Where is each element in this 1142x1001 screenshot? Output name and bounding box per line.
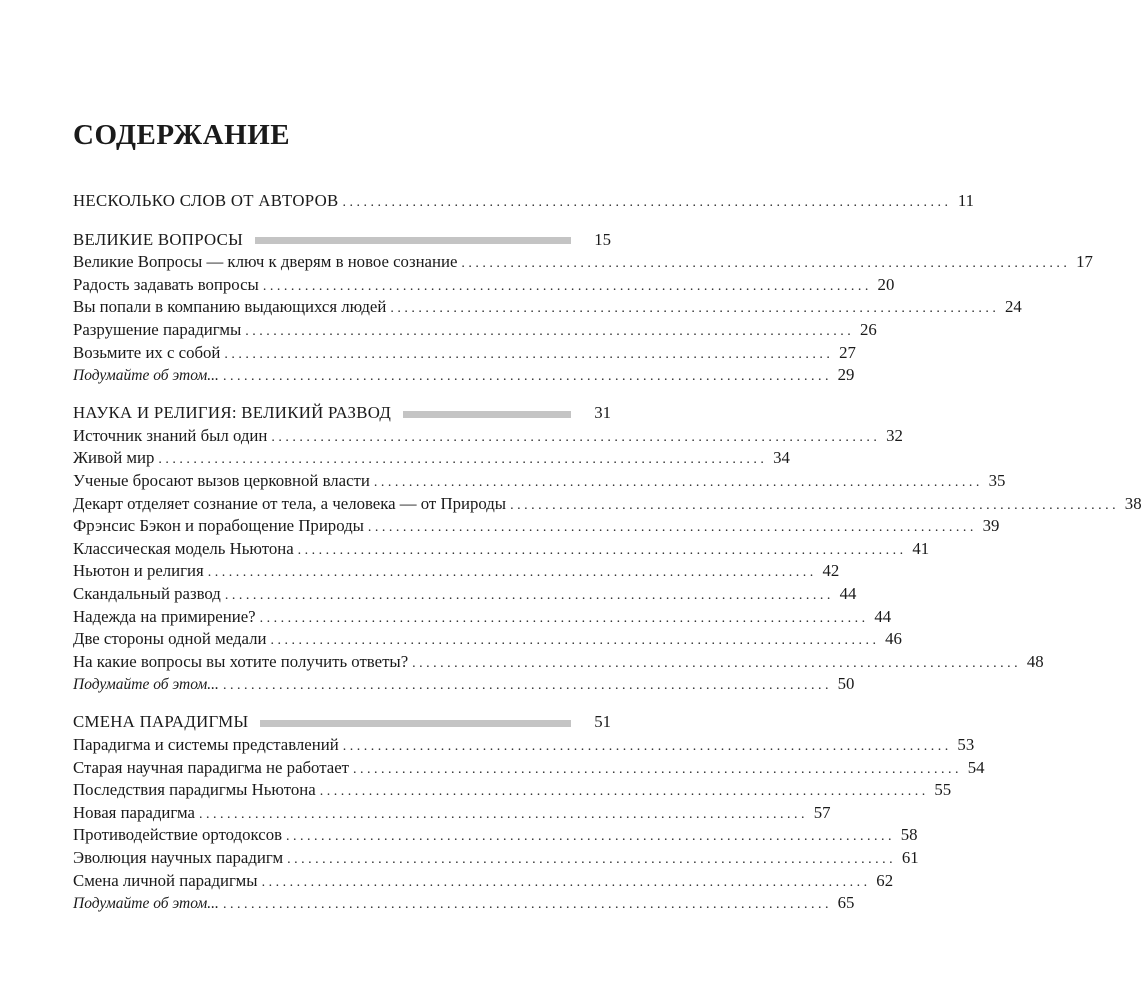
toc-entry[interactable] xyxy=(73,296,1022,319)
dot-leader xyxy=(368,517,974,540)
dot-leader xyxy=(510,495,1116,518)
toc-entry[interactable] xyxy=(73,425,903,448)
toc-entry-title: Разрушение парадигмы xyxy=(73,319,242,339)
dot-leader xyxy=(262,872,868,895)
toc-entry-page: 32 xyxy=(886,425,903,445)
dot-leader xyxy=(245,321,851,344)
toc-entry-title: Эволюция научных парадигм xyxy=(73,848,284,868)
section-divider-bar xyxy=(260,720,571,727)
toc-entry-title: Подумайте об этом... xyxy=(73,367,219,385)
toc-entry-page: 41 xyxy=(912,538,930,558)
dot-leader xyxy=(286,826,892,849)
toc-entry[interactable] xyxy=(73,734,975,757)
toc-entry-page: 24 xyxy=(1005,297,1022,317)
toc-section-heading[interactable] xyxy=(73,229,611,252)
toc-entry-italic[interactable] xyxy=(73,892,855,915)
dot-leader xyxy=(223,675,829,698)
toc-entry-title: Старая научная парадигма не работает xyxy=(73,757,349,777)
toc-entry[interactable] xyxy=(73,470,1006,493)
toc-entry-page: 44 xyxy=(874,606,892,626)
toc-entry-title: Радость задавать вопросы xyxy=(73,274,259,294)
dot-leader xyxy=(224,344,830,367)
toc-entry-title: Парадигма и системы представлений xyxy=(73,735,339,755)
toc-entry-page: 27 xyxy=(839,342,856,362)
toc-entry[interactable] xyxy=(73,870,894,893)
toc-entry[interactable] xyxy=(73,515,1000,538)
dot-leader xyxy=(343,192,949,215)
toc-entry-title: Последствия парадигмы Ньютона xyxy=(73,780,316,800)
toc-entry-title: Возьмите их с собой xyxy=(73,342,221,362)
toc-entry-page: 44 xyxy=(839,584,857,603)
section-divider-bar xyxy=(255,237,571,244)
toc-entry-italic[interactable] xyxy=(73,364,855,387)
toc-entry-title: Смена личной парадигмы xyxy=(73,870,258,890)
dot-leader xyxy=(208,562,814,585)
section-divider-bar xyxy=(403,411,571,418)
toc-entry[interactable] xyxy=(73,757,985,780)
toc-entry-page: 29 xyxy=(837,365,855,385)
dot-leader xyxy=(271,427,877,450)
toc-entry-title: Надежда на примирение? xyxy=(73,606,256,626)
toc-entry-title: Подумайте об этом... xyxy=(73,895,219,913)
toc-entry[interactable] xyxy=(73,583,857,606)
toc-preface-entry[interactable] xyxy=(73,190,975,213)
dot-leader xyxy=(412,653,1018,676)
toc-entry[interactable] xyxy=(73,447,790,470)
toc-entry-page: 55 xyxy=(934,780,952,800)
toc-entry-page: 50 xyxy=(837,674,855,694)
toc-entry[interactable] xyxy=(73,606,892,629)
toc-entry-title: Декарт отделяет сознание от тела, а человека — от Природы xyxy=(73,493,507,513)
section-page: 51 xyxy=(594,712,611,732)
toc-entry-title: Живой мир xyxy=(73,448,155,468)
toc-entry-title: НЕСКОЛЬКО СЛОВ ОТ АВТОРОВ xyxy=(73,191,339,210)
toc-entry-title: Противодействие ортодоксов xyxy=(73,825,283,845)
toc-entry-page: 57 xyxy=(813,802,831,822)
table-of-contents xyxy=(73,190,1142,915)
dot-leader xyxy=(320,781,926,804)
dot-leader xyxy=(287,849,893,872)
toc-entry-page: 26 xyxy=(860,319,877,339)
toc-entry[interactable] xyxy=(73,628,902,651)
dot-leader xyxy=(353,759,959,782)
dot-leader xyxy=(223,366,829,389)
toc-entry-title: Ученые бросают вызов церковной власти xyxy=(73,471,370,491)
dot-leader xyxy=(343,736,949,759)
toc-entry-page: 38 xyxy=(1124,493,1142,513)
toc-entry-page: 35 xyxy=(988,471,1006,491)
toc-entry-page: 34 xyxy=(773,448,790,468)
dot-leader xyxy=(390,298,996,321)
toc-entry[interactable] xyxy=(73,824,918,847)
toc-entry-title: Источник знаний был один xyxy=(73,425,268,445)
toc-entry[interactable] xyxy=(73,847,919,870)
toc-entry-page: 17 xyxy=(1076,252,1093,272)
section-page: 31 xyxy=(594,403,611,423)
toc-entry-page: 48 xyxy=(1026,651,1044,671)
toc-entry-title: Две стороны одной медали xyxy=(73,629,267,649)
dot-leader xyxy=(298,540,904,563)
section-page: 15 xyxy=(594,229,611,249)
toc-entry-page: 11 xyxy=(957,191,975,210)
page-title: СОДЕРЖАНИЕ xyxy=(73,119,291,151)
section-title: СМЕНА ПАРАДИГМЫ xyxy=(73,712,249,732)
toc-entry-page: 53 xyxy=(957,735,975,755)
toc-entry-page: 54 xyxy=(967,757,985,777)
toc-entry-title: Великие Вопросы — ключ к дверям в новое сознание xyxy=(73,252,458,272)
dot-leader xyxy=(199,804,805,827)
toc-entry-title: Вы попали в компанию выдающихся людей xyxy=(73,297,387,317)
toc-entry-title: Фрэнсис Бэкон и порабощение Природы xyxy=(73,516,364,536)
toc-section-heading[interactable] xyxy=(73,711,611,734)
toc-entry-page: 62 xyxy=(876,870,894,890)
toc-entry[interactable] xyxy=(73,651,1044,674)
dot-leader xyxy=(263,276,869,299)
dot-leader xyxy=(225,585,831,608)
toc-entry-title: Подумайте об этом... xyxy=(73,676,219,694)
toc-entry-page: 46 xyxy=(885,629,902,649)
toc-entry-page: 42 xyxy=(822,561,840,581)
toc-entry-page: 39 xyxy=(982,516,1000,536)
toc-section-heading[interactable] xyxy=(73,402,611,425)
toc-entry-title: Ньютон и религия xyxy=(73,561,204,581)
toc-entry-title: Классическая модель Ньютона xyxy=(73,538,294,558)
toc-entry[interactable] xyxy=(73,342,856,365)
toc-entry[interactable] xyxy=(73,251,1093,274)
toc-entry[interactable] xyxy=(73,538,930,561)
section-title: НАУКА И РЕЛИГИЯ: ВЕЛИКИЙ РАЗВОД xyxy=(73,403,392,423)
toc-entry[interactable] xyxy=(73,319,877,342)
toc-entry-page: 65 xyxy=(837,893,855,913)
toc-entry[interactable] xyxy=(73,274,895,297)
dot-leader xyxy=(158,449,764,472)
toc-entry[interactable] xyxy=(73,779,952,802)
toc-entry-title: На какие вопросы вы хотите получить ответы? xyxy=(73,651,409,671)
toc-entry-italic[interactable] xyxy=(73,673,855,696)
toc-entry-title: Скандальный развод xyxy=(73,584,221,603)
toc-entry[interactable] xyxy=(73,493,1142,516)
section-title: ВЕЛИКИЕ ВОПРОСЫ xyxy=(73,229,244,249)
toc-entry[interactable] xyxy=(73,560,840,583)
toc-entry-page: 58 xyxy=(900,825,918,845)
toc-entry[interactable] xyxy=(73,802,831,825)
toc-entry-title: Новая парадигма xyxy=(73,802,195,822)
dot-leader xyxy=(223,894,829,917)
dot-leader xyxy=(374,472,980,495)
dot-leader xyxy=(461,253,1067,276)
toc-entry-page: 20 xyxy=(877,274,895,294)
toc-entry-page: 61 xyxy=(901,848,919,868)
dot-leader xyxy=(270,630,876,653)
dot-leader xyxy=(260,608,866,631)
